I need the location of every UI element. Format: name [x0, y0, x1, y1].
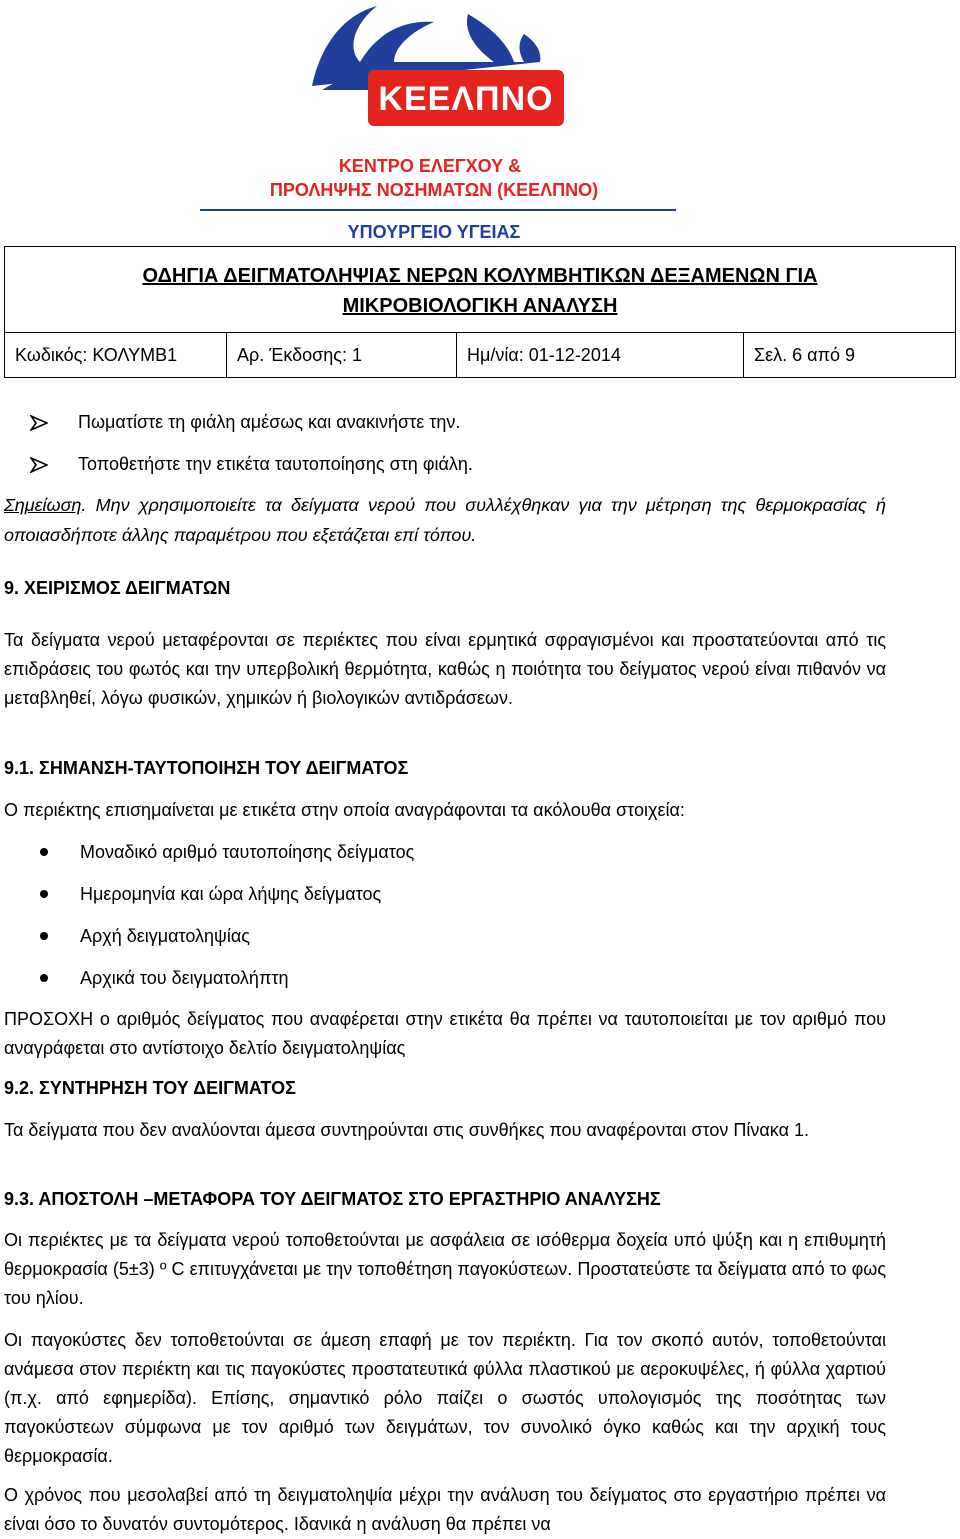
logo-line3: ΥΠΟΥΡΓΕΙΟ ΥΓΕΙΑΣ [347, 222, 521, 242]
arrow-bullet-icon [30, 408, 50, 440]
document-header-table [4, 246, 956, 378]
logo-line2: ΠΡΟΛΗΨΗΣ ΝΟΣΗΜΑΤΩΝ (ΚΕΕΛΠΝΟ) [269, 180, 599, 200]
step-text: Πωματίστε τη φιάλη αμέσως και ανακινήστε την. [78, 412, 461, 432]
document-title [5, 247, 955, 333]
section-9-2-body: Τα δείγματα που δεν αναλύονται άμεσα συντηρούνται στις συνθήκες που αναφέρονται στον Πίνακα 1. [4, 1120, 810, 1140]
section-9-heading: 9. ΧΕΙΡΙΣΜΟΣ ΔΕΙΓΜΑΤΩΝ [4, 578, 231, 598]
section-9-3-para-3: Ο χρόνος που μεσολαβεί από τη δειγματοληψία μέχρι την ανάλυση του δείγματος στο εργαστήριο πρέπει να είναι όσο το δυνατόν συντομότερος. Ιδανικά η ανάλυση θα πρέπει να [4, 1485, 886, 1534]
list-item-text: Αρχή δειγματοληψίας [80, 926, 250, 946]
keelpno-logo [172, 0, 712, 246]
note-text: . Μην χρησιμοποιείτε τα δείγματα νερού που συλλέχθηκαν για την μέτρηση της θερμοκρασίας ή οποιασδήποτε άλλης παραμέτρου που εξετάζεται επί τόπου. [4, 495, 886, 545]
document-date: Ημ/νία: 01-12-2014 [457, 333, 744, 377]
list-item-text: Ημερομηνία και ώρα λήψης δείγματος [80, 884, 382, 904]
list-item-text: Μοναδικό αριθμό ταυτοποίησης δείγματος [80, 842, 415, 862]
bullet-dot-icon [40, 932, 48, 940]
section-9-3-para-2: Οι παγοκύστες δεν τοποθετούνται σε άμεση επαφή με τον περιέκτη. Για τον σκοπό αυτόν, τοποθετούνται ανάμεσα στον περιέκτη και τις παγοκύστες προστατευτικά φύλλα πλαστικού με αεροκυψέλες, ή φύλλα χαρτιού (π.χ. από εφημερίδα). Επίσης, σημαντικό ρόλο παίζει ο σωστός υπολογισμός της ποσότητας των παγοκύστεων σύμφωνα με τον αριθμό των δειγμάτων, τον συνολικό όγκο καθώς και την αρχική τους θερμοκρασία. [4, 1330, 886, 1466]
logo-graphic [172, 0, 712, 246]
note-paragraph [4, 490, 886, 550]
section-9-1-heading: 9.1. ΣΗΜΑΝΣΗ-ΤΑΥΤΟΠΟΙΗΣΗ ΤΟΥ ΔΕΙΓΜΑΤΟΣ [4, 758, 409, 778]
arrow-bullet-icon [30, 450, 50, 482]
list-item-text: Αρχικά του δειγματολήπτη [80, 968, 289, 988]
section-9-3-para-1: Οι περιέκτες με τα δείγματα νερού τοποθετούνται με ασφάλεια σε ισόθερμα δοχεία υπό ψύξη και η επιθυμητή θερμοκρασία (5±3) º C επιτυγχάνεται με την τοποθέτηση παγοκύστεων. Προστατεύστε τα δείγματα από το φως του ηλίου. [4, 1230, 886, 1308]
note-label: Σημείωση [4, 495, 82, 515]
bullet-dot-icon [40, 848, 48, 856]
section-9-1-intro: Ο περιέκτης επισημαίνεται με ετικέτα στην οποία αναγράφονται τα ακόλουθα στοιχεία: [4, 800, 685, 820]
document-code: Κωδικός: ΚΟΛΥΜΒ1 [5, 333, 227, 377]
section-9-3-heading: 9.3. ΑΠΟΣΤΟΛΗ –ΜΕΤΑΦΟΡΑ ΤΟΥ ΔΕΙΓΜΑΤΟΣ ΣΤΟ ΕΡΓΑΣΤΗΡΙΟ ΑΝΑΛΥΣΗΣ [4, 1189, 661, 1209]
brand-text: ΚΕΕΛΠΝΟ [378, 80, 554, 118]
bullet-dot-icon [40, 974, 48, 982]
step-text: Τοποθετήστε την ετικέτα ταυτοποίησης στη φιάλη. [78, 454, 473, 474]
section-9-2-heading: 9.2. ΣΥΝΤΗΡΗΣΗ ΤΟΥ ΔΕΙΓΜΑΤΟΣ [4, 1078, 296, 1098]
document-version: Αρ. Έκδοσης: 1 [227, 333, 457, 377]
bullet-dot-icon [40, 890, 48, 898]
page-number: Σελ. 6 από 9 [754, 345, 856, 365]
section-9-body: Τα δείγματα νερού μεταφέρονται σε περιέκτες που είναι ερμητικά σφραγισμένοι και προστατεύονται από τις επιδράσεις του φωτός και την υπερβολική θερμότητα, καθώς η ποιότητα του δείγματος νερού είναι πιθανόν να μεταβληθεί, λόγω φυσικών, χημικών ή βιολογικών αντιδράσεων. [4, 630, 886, 708]
title-line-1: ΟΔΗΓΙΑ ΔΕΙΓΜΑΤΟΛΗΨΙΑΣ ΝΕΡΩΝ ΚΟΛΥΜΒΗΤΙΚΩΝ ΔΕΞΑΜΕΝΩΝ ΓΙΑ [142, 265, 818, 287]
title-line-2: ΜΙΚΡΟΒΙΟΛΟΓΙΚΗ ΑΝΑΛΥΣΗ [342, 295, 618, 317]
warning-paragraph: ΠΡΟΣΟΧΗ ο αριθμός δείγματος που αναφέρεται στην ετικέτα θα πρέπει να ταυτοποιείται με τον αριθμό που αναγράφεται στο αντίστοιχο δελτίο δειγματοληψίας [4, 1009, 886, 1058]
logo-line1: ΚΕΝΤΡΟ ΕΛΕΓΧΟΥ & [338, 156, 522, 176]
header-meta-row [5, 333, 955, 377]
